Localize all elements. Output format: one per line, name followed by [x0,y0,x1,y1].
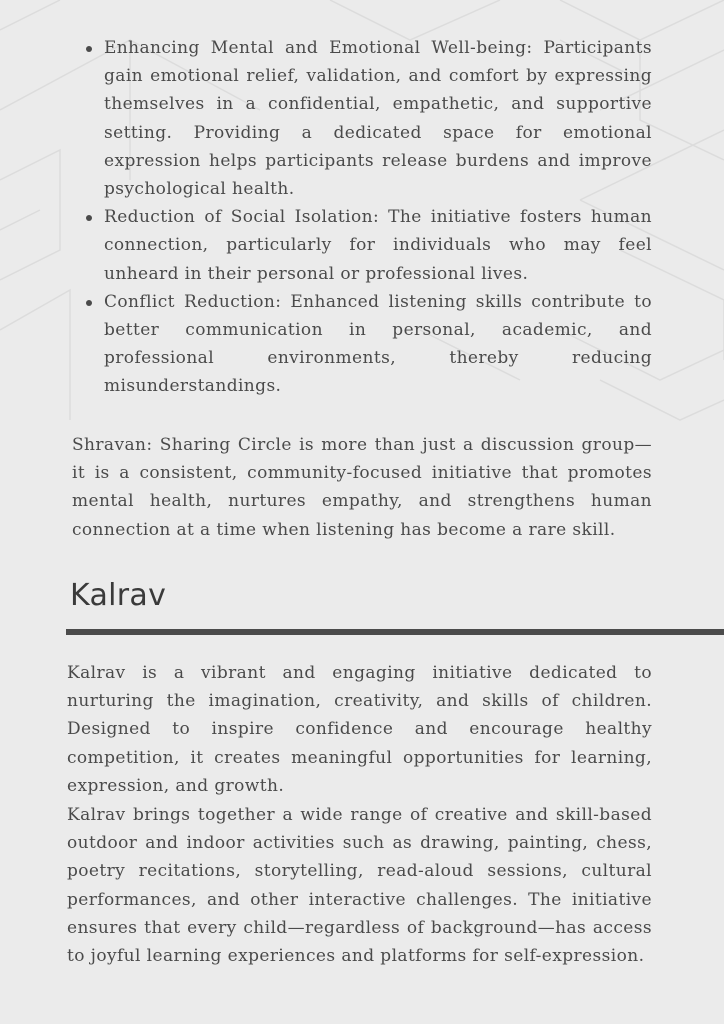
list-item [80,288,652,401]
shravan-summary-paragraph: Shravan: Sharing Circle is more than just a discussion group—it is a consistent, community-focused initiative that promotes mental health, nurtures empathy, and strengthens human connection at a time when listening has become a rare skill. [72,435,652,540]
list-item [80,34,652,203]
bullet-icon [86,46,92,52]
kalrav-intro-paragraph: Kalrav is a vibrant and engaging initiative dedicated to nurturing the imagination, creativity, and skills of children. Designed to inspire confidence and encourage healthy competition, it creates meaningful opportunities for learning, expression, and growth. [67,663,652,796]
bullet-icon [86,300,92,306]
list-item-text: Conflict Reduction: Enhanced listening skills contribute to better communication in personal, academic, and professional environments, thereby reducing misunderstandings. [104,291,652,397]
list-item-text: Reduction of Social Isolation: The initiative fosters human connection, particularly for individuals who may feel unheard in their personal or professional lives. [104,207,652,284]
kalrav-activities-paragraph: Kalrav brings together a wide range of creative and skill-based outdoor and indoor activities such as drawing, painting, chess, poetry recitations, storytelling, read-aloud sessions, cultural performances, and other interactive challenges. The initiative ensures that every child—regardless of background—has access to joyful learning experiences and platforms for self-expression. [67,805,652,967]
list-item [80,203,652,288]
section-heading-kalrav: Kalrav [70,578,167,613]
heading-divider [66,629,724,635]
benefits-list [80,34,652,401]
list-item-text: Enhancing Mental and Emotional Well-being: Participants gain emotional relief, validation, and comfort by expressing themselves in a confidential, empathetic, and supportive setting. Providing a dedicated space for emotional expression helps participants release burdens and improve psychological health. [104,38,652,200]
bullet-icon [86,215,92,221]
